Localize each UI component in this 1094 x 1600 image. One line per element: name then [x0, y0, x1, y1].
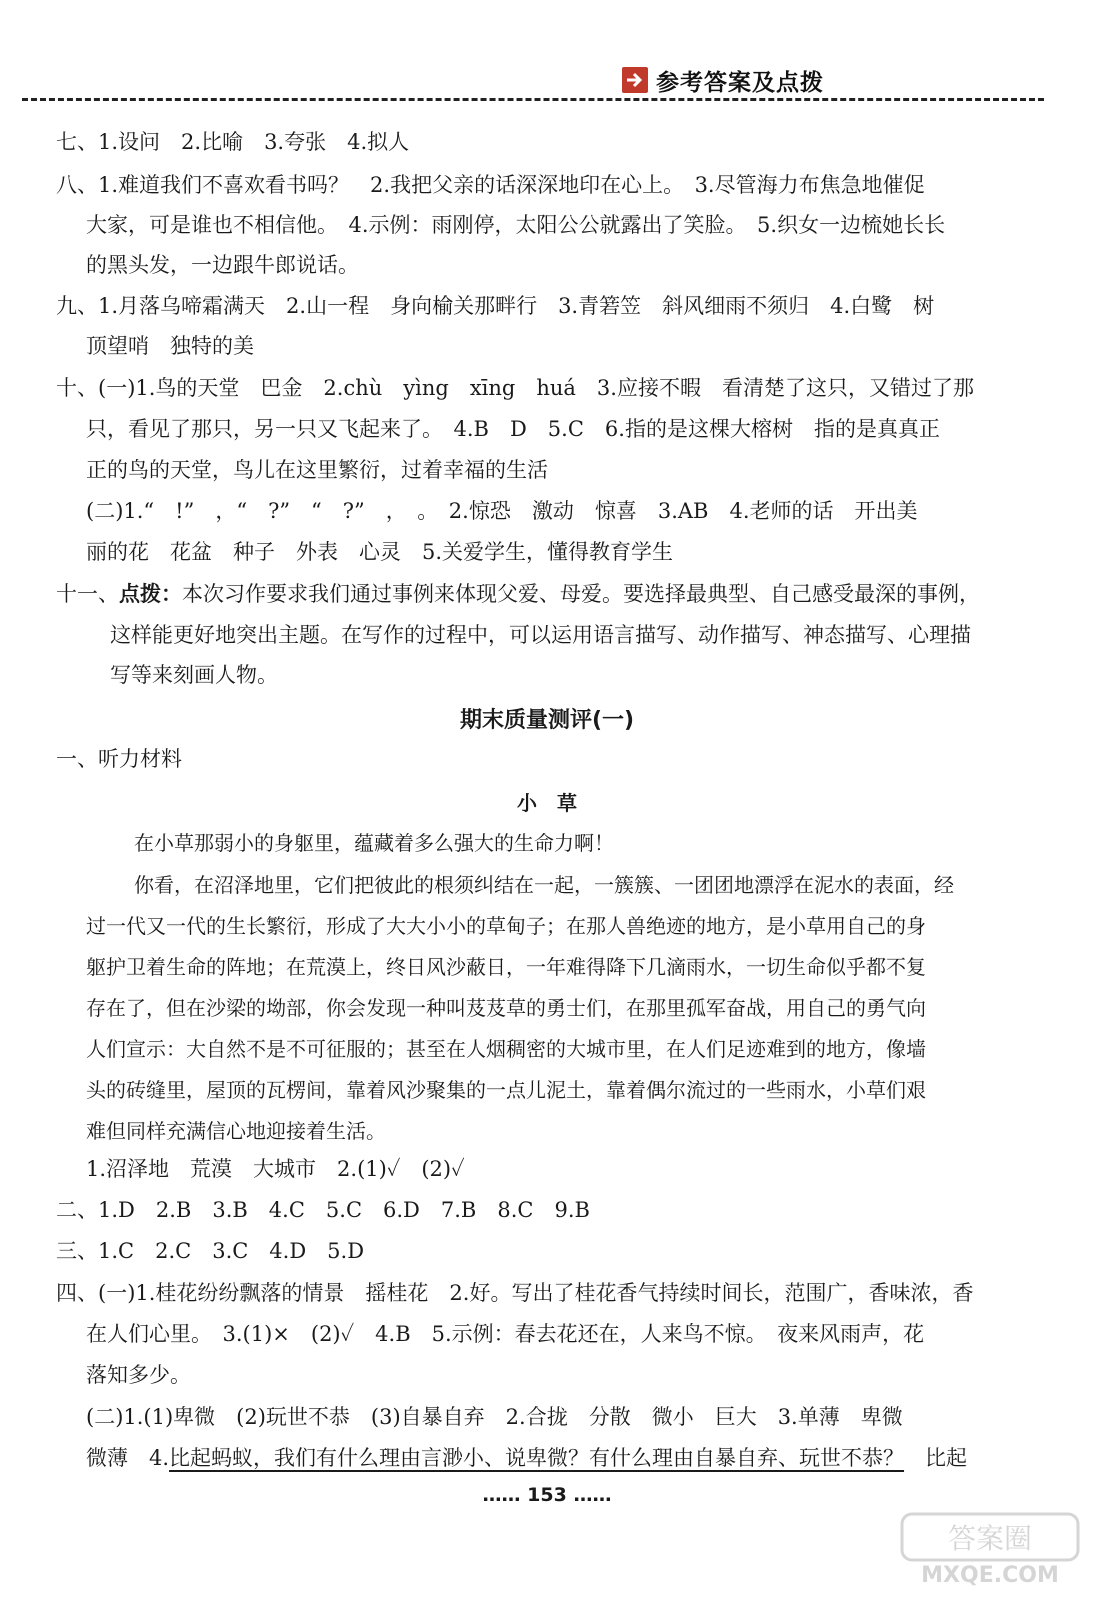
answer-line: 写等来刻画人物。: [110, 663, 278, 687]
svg-text:答案圈: 答案圈: [947, 1522, 1033, 1555]
header-divider: [22, 98, 1044, 101]
answer-line: 正的鸟的天堂，鸟儿在这里繁衍，过着幸福的生活: [86, 458, 548, 482]
answer-line: [86, 1444, 967, 1472]
passage-line: 在小草那弱小的身躯里，蕴藏着多么强大的生命力啊！: [134, 831, 614, 855]
answer-line: 一、听力材料: [56, 747, 182, 771]
answer-line: 三、1.C 2.C 3.C 4.D 5.D: [56, 1239, 365, 1263]
answer-line: 这样能更好地突出主题。在写作的过程中，可以运用语言描写、动作描写、神态描写、心理描: [110, 623, 971, 647]
page-number-value: 153: [527, 1484, 567, 1506]
answer-line: 十、(一)1.鸟的天堂 巴金 2.chù yìng xīng huá 3.应接不暇 看清楚了这只，又错过了那: [56, 376, 974, 400]
passage-title: 小 草: [517, 791, 577, 815]
answer-line: 八、1.难道我们不喜欢看书吗？ 2.我把父亲的话深深地印在心上。 3.尽管海力布焦急地催促: [56, 173, 925, 197]
svg-text:MXQE.COM: MXQE.COM: [921, 1563, 1059, 1588]
tip-label: 点拨：: [119, 581, 182, 606]
underlined-answer: 比起蚂蚁，我们有什么理由言渺小、说卑微？有什么理由自暴自弃、玩世不恭？: [169, 1446, 905, 1470]
tip-text: 本次习作要求我们通过事例来体现父爱、母爱。要选择最典型、自己感受最深的事例，: [182, 582, 980, 606]
passage-line: 头的砖缝里，屋顶的瓦楞间，靠着风沙聚集的一点儿泥土，靠着偶尔流过的一些雨水，小草们艰: [86, 1078, 926, 1102]
answer-line: 九、1.月落乌啼霜满天 2.山一程 身向榆关那畔行 3.青箬笠 斜风细雨不须归 4.白鹭 树: [56, 294, 935, 318]
passage-line: 人们宣示：大自然不是不可征服的；甚至在人烟稠密的大城市里，在人们足迹难到的地方，像墙: [86, 1037, 926, 1061]
answer-line: 二、1.D 2.B 3.B 4.C 5.C 6.D 7.B 8.C 9.B: [56, 1198, 590, 1222]
passage-line: 躯护卫着生命的阵地；在荒漠上，终日风沙蔽日，一年难得降下几滴雨水，一切生命似乎都不复: [86, 955, 926, 979]
answer-line: 在人们心里。 3.(1)× (2)✓ 4.B 5.示例：春去花还在，人来鸟不惊。 夜来风雨声，花: [86, 1322, 925, 1346]
answer-line: (二)1.“ !” ，“ ?” “ ?” ， 。 2.惊恐 激动 惊喜 3.AB 4.老师的话 开出美: [86, 499, 918, 523]
passage-line: 难但同样充满信心地迎接着生活。: [86, 1119, 386, 1143]
answer-suffix: 比起: [904, 1446, 968, 1470]
item-number: 十一、: [56, 582, 119, 606]
header-title: 参考答案及点拨: [656, 69, 824, 96]
answer-prefix: 微薄 4.: [86, 1446, 170, 1470]
dots-right: ……: [573, 1484, 612, 1506]
section-title: 期末质量测评(一): [459, 708, 635, 733]
page-header: [622, 64, 824, 96]
passage-line: 存在了，但在沙梁的坳部，你会发现一种叫芨芨草的勇士们，在那里孤军奋战，用自己的勇气向: [86, 996, 926, 1020]
dots-left: ……: [482, 1484, 521, 1506]
answer-line: 丽的花 花盆 种子 外表 心灵 5.关爱学生，懂得教育学生: [86, 540, 674, 564]
answer-line: [56, 580, 980, 608]
answer-line: 大家，可是谁也不相信他。 4.示例：雨刚停，太阳公公就露出了笑脸。 5.织女一边梳她长长: [86, 213, 946, 237]
page-number: [0, 1484, 1094, 1506]
watermark-logo: [900, 1512, 1080, 1588]
answer-line: (二)1.(1)卑微 (2)玩世不恭 (3)自暴自弃 2.合拢 分散 微小 巨大 3.单薄 卑微: [86, 1405, 903, 1429]
answer-line: 四、(一)1.桂花纷纷飘落的情景 摇桂花 2.好。写出了桂花香气持续时间长，范围广，香味浓，香: [56, 1281, 974, 1305]
answer-line: 的黑头发，一边跟牛郎说话。: [86, 253, 359, 277]
answer-line: 落知多少。: [86, 1363, 191, 1387]
answer-line: 七、1.设问 2.比喻 3.夸张 4.拟人: [56, 130, 410, 154]
arrow-right-icon: [622, 67, 648, 93]
answer-line: 只，看见了那只，另一只又飞起来了。 4.B D 5.C 6.指的是这棵大榕树 指的是真真正: [86, 417, 940, 441]
passage-line: 过一代又一代的生长繁衍，形成了大大小小的草甸子；在那人兽绝迹的地方，是小草用自己的身: [86, 914, 926, 938]
passage-line: 你看，在沼泽地里，它们把彼此的根须纠结在一起，一簇簇、一团团地漂浮在泥水的表面，经: [134, 873, 954, 897]
answer-line: 顶望哨 独特的美: [86, 334, 254, 358]
answer-line: 1.沼泽地 荒漠 大城市 2.(1)✓ (2)✓: [86, 1157, 465, 1181]
